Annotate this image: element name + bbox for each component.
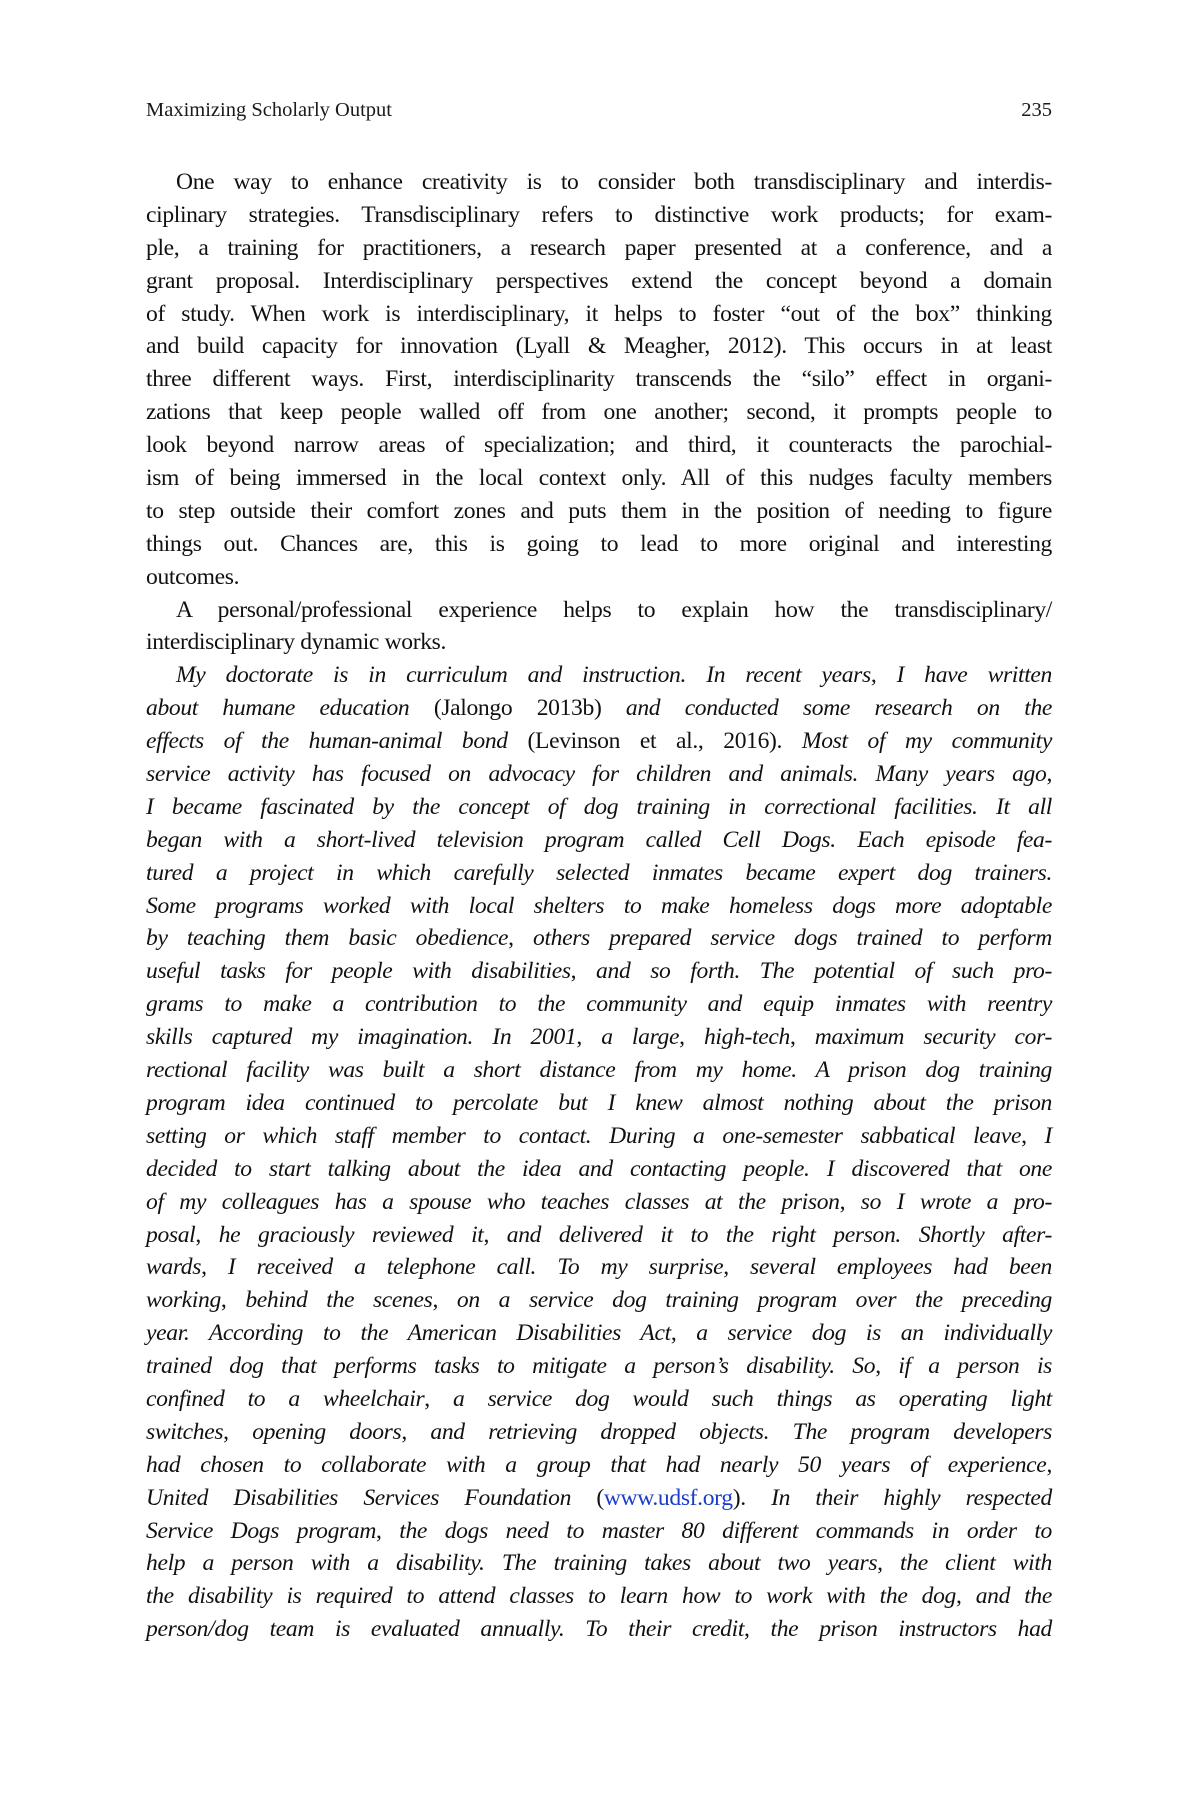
text-line [146, 429, 1052, 462]
text-line [146, 1613, 1052, 1646]
text-run: , [223, 1418, 229, 1445]
text-run: several employees had been [728, 1254, 1052, 1281]
text-line [146, 1054, 1052, 1087]
text-run: , [877, 1550, 883, 1577]
text-line [146, 758, 1052, 791]
body-text [146, 166, 1052, 1646]
text-run: by teaching them basic obedience [146, 925, 509, 952]
text-run: One way to enhance creativity is to consider both transdisciplinary and interdis- [176, 169, 1052, 195]
text-run: I have written [876, 662, 1052, 689]
text-line [146, 1482, 1052, 1515]
text-line [146, 1153, 1052, 1186]
text-run: opening doors [228, 1418, 402, 1445]
text-run: had chosen to collaborate with a group that had nearly 50 years of experience [146, 1451, 1047, 1478]
text-run: and so forth. The potential of such pro- [576, 958, 1053, 985]
text-run: person/dog team is evaluated annually. To their credit [146, 1616, 745, 1643]
text-run: he graciously reviewed it [200, 1221, 484, 1248]
text-run: , [570, 958, 577, 985]
text-run: ciplinary strategies. Transdisciplinary refers to distinctive work products; for exam- [146, 201, 1052, 228]
text-run: a large [581, 1024, 680, 1051]
text-line [146, 363, 1052, 396]
text-run: and build capacity for innovation (Lyall & Meagher, 2012). This occurs in at least [146, 333, 1052, 360]
text-run: program idea continued to percolate but I knew almost nothing about the prison [146, 1089, 1052, 1116]
text-run: ). [732, 1484, 772, 1511]
text-line [146, 1317, 1052, 1350]
text-run: switches [146, 1418, 224, 1445]
text-run: , [1021, 1122, 1027, 1149]
text-run: decided to start talking about the idea and contacting people. I discovered that one [146, 1155, 1052, 1182]
text-run: a service dog is an individually [676, 1320, 1052, 1347]
text-run: ple, a training for practitioners, a research paper presented at a conference, and a [146, 234, 1052, 261]
text-run: United Disabilities Services Foundation [146, 1484, 572, 1511]
text-run: , [1046, 761, 1052, 788]
text-run: things out. Chances are, this is going to lead to more original and interesting [146, 530, 1052, 557]
text-line [146, 988, 1052, 1021]
text-run: ism of being immersed in the local context only. All of this nudges faculty members [146, 465, 1052, 492]
text-line [146, 495, 1052, 528]
text-run: working [146, 1287, 221, 1314]
text-line [146, 1120, 1052, 1153]
running-head [146, 96, 1052, 124]
text-line [146, 265, 1052, 298]
text-run: wards [146, 1254, 202, 1281]
text-run: , [432, 1287, 438, 1314]
text-run: to step outside their comfort zones and puts them in the position of needing to figure [146, 497, 1052, 524]
text-run: zations that keep people walled off from one another; second, it prompts people to [146, 399, 1052, 426]
text-run: others prepared service dogs trained to perform [513, 925, 1052, 952]
text-run: In their highly respected [771, 1484, 1052, 1511]
text-run: rectional facility was built a short distance from my home. A prison dog training [146, 1057, 1052, 1084]
text-run: Service Dogs program [146, 1517, 377, 1544]
text-line [146, 857, 1052, 890]
text-run: effects of the human-animal bond [146, 728, 508, 755]
text-line [146, 1021, 1052, 1054]
text-run: , [576, 1024, 582, 1051]
text-line [146, 955, 1052, 988]
text-run: year. According to the American Disabilities Act [146, 1320, 671, 1347]
text-run: , [508, 925, 514, 952]
text-run: , [875, 1353, 881, 1380]
text-run: , [839, 1188, 846, 1215]
text-run: confined to a wheelchair [146, 1385, 425, 1412]
text-run: grant proposal. Interdisciplinary perspectives extend the concept beyond a domain [146, 267, 1052, 294]
text-line [146, 1186, 1052, 1219]
text-run: , [201, 1254, 207, 1281]
text-line [146, 1547, 1052, 1580]
text-run: outcomes. [146, 563, 240, 590]
text-run: high-tech [684, 1024, 790, 1051]
text-run: on a service dog training program over the preceding [438, 1287, 1052, 1314]
text-run: the prison instructors had [749, 1616, 1052, 1643]
text-run: and the [961, 1583, 1052, 1610]
text-run: the client with [882, 1550, 1052, 1577]
text-run: I received a telephone call. To my surprise [206, 1254, 724, 1281]
text-line [146, 1383, 1052, 1416]
text-line [146, 1284, 1052, 1317]
text-line [146, 725, 1052, 758]
text-line [146, 330, 1052, 363]
page-number: 235 [1021, 99, 1052, 121]
text-line [146, 659, 1052, 692]
paragraph-p3 [146, 659, 1052, 1646]
text-run: posal [146, 1221, 196, 1248]
text-run: the dogs need to master 80 different commands in order to [381, 1517, 1053, 1544]
text-run: maximum security cor- [795, 1024, 1052, 1051]
text-run: setting or which staff member to contact. During a one-semester sabbatical leave [146, 1122, 1022, 1149]
text-run: (Levinson et al., 2016). [507, 728, 802, 755]
text-run: began with a short-lived television program called Cell Dogs. Each episode fea- [146, 826, 1052, 853]
text-line [146, 626, 1052, 659]
text-run: , [1046, 1451, 1052, 1478]
text-run: , [195, 1221, 201, 1248]
text-run: if a person is [880, 1353, 1053, 1380]
running-head-title: Maximizing Scholarly Output [146, 99, 392, 121]
text-run: behind the scenes [226, 1287, 433, 1314]
text-line [146, 1350, 1052, 1383]
text-line [146, 1416, 1052, 1449]
text-line [146, 298, 1052, 331]
text-run: and delivered it to the right person. Shortly after- [489, 1221, 1052, 1248]
text-run: , [955, 1583, 962, 1610]
text-line [146, 462, 1052, 495]
text-run: I [1026, 1122, 1052, 1149]
text-line [146, 692, 1052, 725]
text-line [146, 199, 1052, 232]
text-run: and conducted some research on the [625, 695, 1053, 722]
text-run: and retrieving dropped objects. The program developers [406, 1418, 1052, 1445]
text-run: help a person with a disability. The training takes about two years [146, 1550, 878, 1577]
text-line [146, 561, 1052, 594]
text-line [146, 922, 1052, 955]
paragraph-p2 [146, 594, 1052, 660]
text-line [146, 1219, 1052, 1252]
udsf-link[interactable]: www.udsf.org [603, 1484, 733, 1511]
text-run: of my colleagues has a spouse who teaches classes at the prison [146, 1188, 840, 1215]
text-run: , [483, 1221, 490, 1248]
text-line [146, 1449, 1052, 1482]
text-run: ( [571, 1484, 604, 1511]
text-run: , [401, 1418, 407, 1445]
text-run: a service dog would such things as operating light [429, 1385, 1052, 1412]
text-line [146, 1251, 1052, 1284]
text-line [146, 166, 1052, 199]
text-run: Some programs worked with local shelters to make homeless dogs more adoptable [146, 892, 1052, 919]
text-run: I became fascinated by the concept of dog training in correctional facilities. It all [146, 793, 1052, 820]
text-line [146, 824, 1052, 857]
text-run: trained dog that performs tasks to mitigate a person’s disability. So [146, 1353, 876, 1380]
text-line [146, 1087, 1052, 1120]
text-line [146, 791, 1052, 824]
text-run: tured a project in which carefully selected inmates became expert dog trainers. [146, 859, 1052, 886]
text-run: grams to make a contribution to the community and equip inmates with reentry [146, 991, 1052, 1018]
text-run: , [424, 1385, 430, 1412]
text-run: the disability is required to attend classes to learn how to work with the dog [146, 1583, 956, 1610]
text-run: of study. When work is interdisciplinary, it helps to foster “out of the box” thinking [146, 300, 1052, 327]
text-run: , [376, 1517, 382, 1544]
text-line [146, 1580, 1052, 1613]
text-run: about humane education [146, 695, 410, 722]
text-run: look beyond narrow areas of specialization; and third, it counteracts the parochial- [146, 432, 1052, 459]
text-run: , [723, 1254, 729, 1281]
text-run: Most of my community [801, 728, 1052, 755]
text-run: service activity has focused on advocacy for children and animals. Many years ago [146, 761, 1047, 788]
text-run: three different ways. First, interdisciplinarity transcends the “silo” effect in organi- [146, 366, 1052, 393]
text-line [146, 528, 1052, 561]
text-run: , [679, 1024, 685, 1051]
text-run: A personal/professional experience helps to explain how the transdisciplinary/ [176, 596, 1052, 623]
text-run: , [870, 662, 877, 689]
text-line [146, 594, 1052, 627]
text-run: , [220, 1287, 227, 1314]
text-run: so I wrote a pro- [845, 1188, 1053, 1215]
text-run: , [670, 1320, 677, 1347]
text-line [146, 396, 1052, 429]
text-line [146, 232, 1052, 265]
text-run: , [789, 1024, 796, 1051]
text-run: useful tasks for people with disabilities [146, 958, 571, 985]
text-line [146, 1515, 1052, 1548]
paragraph-p1 [146, 166, 1052, 594]
text-line [146, 890, 1052, 923]
text-run: skills captured my imagination. In 2001 [146, 1024, 577, 1051]
text-run: My doctorate is in curriculum and instruction. In recent years [176, 662, 871, 689]
text-run: , [744, 1616, 750, 1643]
text-run: (Jalongo 2013b) [409, 695, 626, 722]
text-run: interdisciplinary dynamic works. [146, 629, 447, 656]
